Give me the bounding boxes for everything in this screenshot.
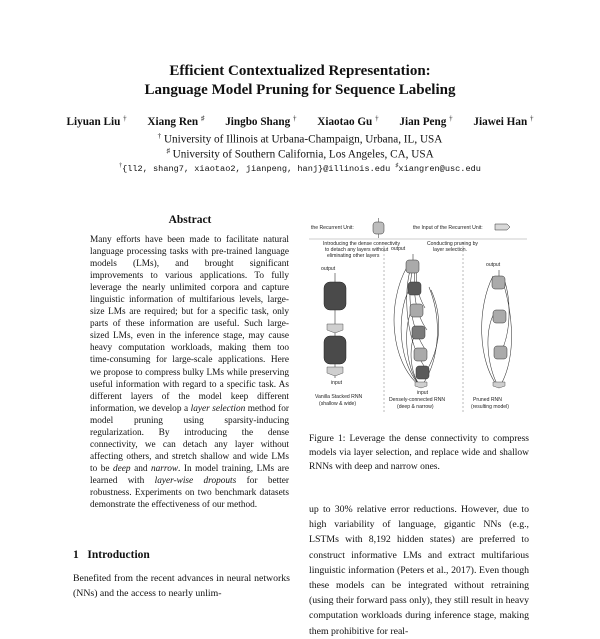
abstract-heading: Abstract (168, 214, 212, 226)
panel-pruned-rnn (471, 262, 512, 410)
author: Xiang Ren ♯ (147, 114, 205, 128)
panel2-input-label: input (417, 390, 429, 396)
legend-unit-icon (373, 218, 384, 238)
note-left-line-1: Introducing the dense connectivity (323, 241, 401, 247)
note-right-line-2: layer selection. (433, 247, 467, 253)
author: Jingbo Shang † (225, 114, 297, 128)
author-emails: †{ll2, shang7, xiaotao2, jianpeng, hanj}@illinois.edu ♯xiangren@usc.edu (119, 163, 481, 174)
legend-input-icon (495, 224, 510, 230)
panel1-input-label: input (331, 380, 343, 386)
note-left-line-3: eliminating other layers (327, 253, 380, 259)
affiliation-1: † University of Illinois at Urbana-Champaign, Urbana, IL, USA (157, 132, 443, 146)
affiliation-2: ♯ University of Southern California, Los Angeles, CA, USA (166, 147, 434, 161)
panel1-title: Vanilla Stacked RNN (315, 394, 363, 400)
panel1-output-label: output (321, 266, 336, 272)
legend-unit-label: the Recurrent Unit: (311, 225, 354, 231)
panel1-subtitle: (shallow & wide) (319, 401, 357, 407)
author: Jiawei Han † (473, 114, 534, 128)
panel3-subtitle: (resulting model) (471, 404, 509, 410)
panel3-title: Pruned RNN (473, 397, 502, 403)
panel2-title: Densely-connected RNN (389, 397, 446, 403)
legend-input-label: the Input of the Recurrent Unit: (413, 225, 483, 231)
introduction-heading: 1 Introduction (73, 549, 150, 561)
panel-dense-rnn (389, 246, 445, 410)
author: Jian Peng † (399, 114, 453, 128)
panel2-output-label: output (391, 246, 406, 252)
panel2-subtitle: (deep & narrow) (397, 404, 434, 410)
abstract-body: Many efforts have been made to facilitate natural language processing tasks with pre-trained language models (LMs), and brought significant improvements to various applications. To fully leverage the nearly unlimited corpora and capture linguistic information of multifarious levels, large-size LMs are required; but for a specific task, only parts of these information are useful. Such large-sized LMs, even in the inference stage, may cause heavy computation workloads, making them too time-consuming for large-scale applications. Here we propose to compress bulky LMs while preserving useful information with regard to a specific task. As different layers of the model keep different information, we develop a layer selection method for model pruning using sparsity-inducing regularization. By introducing the dense connectivity, we can detach any layer without affecting others, and stretch shallow and wide LMs to be deep and narrow. In model training, LMs are learned with layer-wise dropouts for better robustness. Experiments on two benchmark datasets demonstrate the effectiveness of our method. (90, 235, 289, 511)
introduction-body: Benefited from the recent advances in neural networks (NNs) and the access to nearly unlim- (73, 573, 290, 599)
author-list (0, 114, 600, 128)
paper-title-line-2: Language Model Pruning for Sequence Labeling (144, 82, 456, 98)
note-right-line-1: Conducting pruning by (427, 241, 478, 247)
panel3-output-label: output (486, 262, 501, 268)
panel-vanilla-rnn (315, 266, 363, 407)
note-left-line-2: to detach any layers without (325, 247, 389, 253)
figure-caption: Figure 1: Leverage the dense connectivity to compress models via layer selection, and replace wide and shallow RNNs with deep and narrow ones. (309, 434, 529, 472)
paper-title-line-1: Efficient Contextualized Representation: (169, 63, 431, 79)
author: Xiaotao Gu † (317, 114, 379, 128)
right-column-body: up to 30% relative error reductions. However, due to high variability of language, gigantic NNs (e.g., LSTMs with 8,192 hidden states) are preferred to construct informative LMs and extract multifarious linguistic information (Peters et al., 2017). Even though these models can be integrated without retraining (using their forward pass only), they still result in heavy computation workloads during inference stage, making them prohibitive for real- (309, 504, 529, 637)
author: Liyuan Liu † (66, 114, 127, 128)
figure-1 (309, 212, 529, 412)
